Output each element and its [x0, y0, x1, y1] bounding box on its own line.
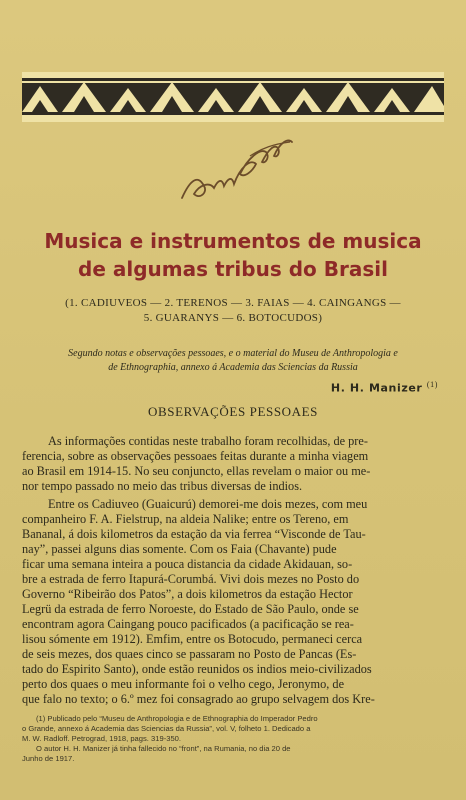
source-note-line-2: de Ethnographia, annexo á Academia das Sciencias da Russia — [108, 362, 358, 373]
header-ornament — [22, 72, 444, 122]
footnote-line: o Grande, annexo á Academia das Sciencias da Russia”, vol. V, folheto 1. Dedicado a — [22, 724, 311, 733]
source-note: Segundo notas e observações pessoaes, e o material do Museu de Anthropologia e — [68, 348, 398, 359]
body-line: Governo “Ribeirão dos Patos”, a dois kilometros da estação Hector — [22, 587, 353, 601]
body-line: companheiro F. A. Fielstrup, na aldeia Nalike; entre os Tereno, em — [22, 512, 349, 526]
footnote-line: M. W. Radloff. Petrograd, 1918, pags. 319-350. — [22, 734, 182, 743]
body-line: As informações contidas neste trabalho foram recolhidas, de pre- — [48, 434, 368, 448]
body-line: Legrü da estrada de ferro Noroeste, do Estado de São Paulo, onde se — [22, 602, 359, 616]
article-title: Musica e instrumentos de musica — [44, 229, 422, 253]
body-line: tado do Espirito Santo), onde estão reunidos os indios meio-civilizados — [22, 662, 372, 676]
body-line: Bananal, á dois kilometros da estação da via ferrea “Visconde de Tau- — [22, 527, 366, 541]
footnote-reference: (1) — [426, 380, 438, 389]
footnote-line: (1) Publicado pelo “Museu de Anthropologia e de Ethnographia do Imperador Pedro — [36, 714, 318, 723]
body-line: Entre os Cadiuveo (Guaicurú) demorei-me dois mezes, com meu — [48, 497, 368, 511]
footnote-line: Junho de 1917. — [22, 754, 75, 763]
section-title: OBSERVAÇÕES PESSOAES — [147, 404, 319, 419]
body-line: nay”, passei alguns dias somente. Com os Faia (Chavante) pude — [22, 542, 337, 556]
body-line: de seis mezes, dos quaes cinco se passaram no Posto de Pancas (Es- — [22, 647, 357, 661]
handwritten-signature — [170, 128, 300, 208]
author-name: H. H. Manizer — [330, 381, 423, 395]
author-byline — [331, 380, 438, 395]
footnote-line: O autor H. H. Manizer já tinha fallecido no “front”, na Rumania, no dia 20 de — [36, 744, 291, 753]
body-line: ao Brasil em 1914-15. No seu conjuncto, ellas revelam o maior ou me- — [22, 464, 371, 478]
body-line: que falo no texto; o 6.º mez foi consagrado ao grupo selvagem dos Kre- — [22, 692, 375, 706]
body-line: perto dos quaes o meu informante foi o velho cego, Jeronymo, de — [22, 677, 345, 691]
body-line: lisou sómente em 1912). Emfim, entre os Botocudo, permaneci cerca — [22, 632, 363, 646]
article-title-line-2: de algumas tribus do Brasil — [78, 257, 388, 281]
tribes-list-line-2: 5. GUARANYS — 6. BOTOCUDOS) — [143, 312, 323, 324]
body-line: encontram agora Caingang pouco pacificados (a pacificação se rea- — [22, 617, 354, 631]
body-line: ficar uma semana inteira a pouca distancia da cidade Akidauan, so- — [22, 557, 353, 571]
body-line: bre a estrada de ferro Itapurá-Corumbá. Vivi dois mezes no Posto do — [22, 572, 360, 586]
body-line: ferencia, sobre as observações pessoaes feitas durante a minha viagem — [22, 449, 369, 463]
tribes-list: (1. CADIUVEOS — 2. TERENOS — 3. FAIAS — 4. CAINGANGS — — [65, 297, 401, 309]
body-line: nor tempo passado no meio das tribus diversas de indios. — [22, 479, 303, 493]
